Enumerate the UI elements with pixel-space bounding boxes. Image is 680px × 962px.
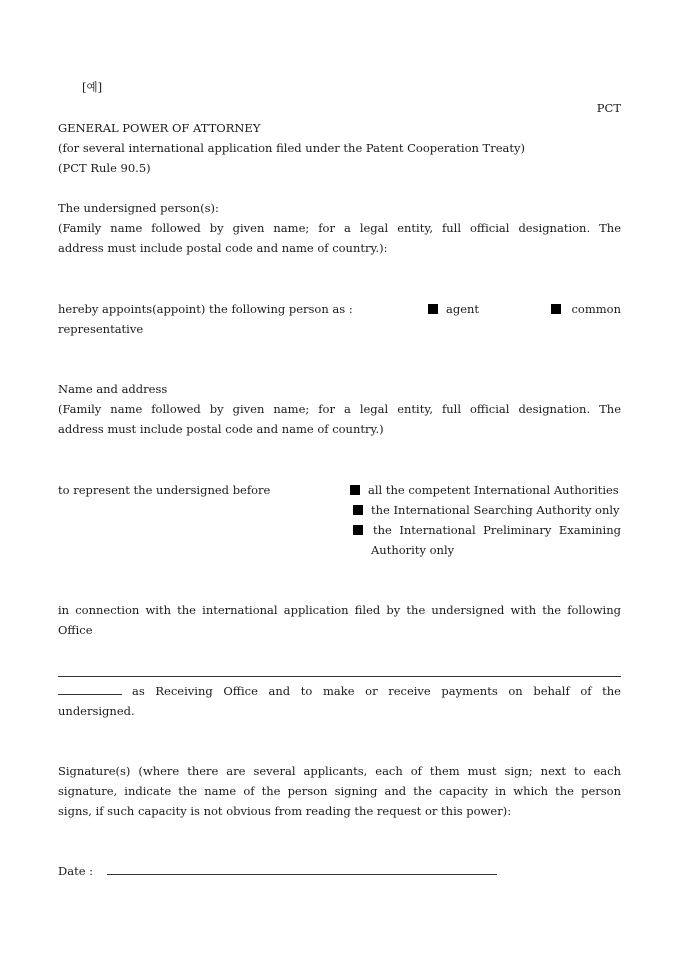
- connection-line: Office: [58, 623, 93, 637]
- receiving-text: as Receiving Office and to make or receive payments on behalf of the: [132, 684, 621, 698]
- checkbox-filled-icon: [353, 525, 363, 535]
- document-title-block: [58, 118, 621, 178]
- receiving-continuation: undersigned.: [58, 704, 135, 718]
- checkbox-filled-icon: [428, 304, 438, 314]
- option-label: all the competent International Authorities: [368, 483, 619, 497]
- agent-option[interactable]: [428, 299, 479, 319]
- name-address-section: [58, 379, 621, 439]
- authority-option-isa[interactable]: [350, 500, 621, 520]
- represent-text: to represent the undersigned before: [58, 483, 271, 497]
- document-title: GENERAL POWER OF ATTORNEY: [58, 121, 261, 135]
- office-blank-field[interactable]: [58, 681, 122, 695]
- option-continuation: Authority only: [371, 543, 455, 557]
- undersigned-section: [58, 198, 621, 258]
- common-representative-option[interactable]: [551, 299, 621, 319]
- option-label: the International Preliminary Examining: [373, 523, 621, 537]
- name-address-label: Name and address: [58, 382, 168, 396]
- undersigned-label: The undersigned person(s):: [58, 201, 219, 215]
- checkbox-filled-icon: [551, 304, 561, 314]
- date-label: Date :: [58, 864, 94, 878]
- undersigned-note-line: address must include postal code and name of country.):: [58, 241, 388, 255]
- receiving-section: [58, 681, 621, 721]
- connection-line: in connection with the international application filed by the undersigned with the following: [58, 603, 621, 617]
- rule-reference: (PCT Rule 90.5): [58, 161, 151, 175]
- authority-option-ipea[interactable]: [350, 520, 621, 540]
- checkbox-filled-icon: [350, 485, 360, 495]
- date-field[interactable]: [107, 861, 497, 875]
- signature-line: signs, if such capacity is not obvious from reading the request or this power):: [58, 804, 512, 818]
- example-tag: [예]: [82, 80, 103, 94]
- connection-section: [58, 600, 621, 640]
- date-row: [58, 861, 621, 881]
- office-blank-line[interactable]: [58, 676, 621, 677]
- option-label: the International Searching Authority only: [371, 503, 620, 517]
- undersigned-note-line: (Family name followed by given name; for a legal entity, full official designation. The: [58, 221, 621, 235]
- common-label: common: [571, 302, 621, 316]
- document-subtitle: (for several international application filed under the Patent Cooperation Treaty): [58, 141, 525, 155]
- represent-section: [58, 480, 621, 560]
- agent-label: agent: [446, 302, 480, 316]
- appoint-section: [58, 299, 621, 339]
- name-address-note-line: address must include postal code and name of country.): [58, 422, 384, 436]
- pct-label: PCT: [596, 101, 621, 115]
- signature-line: signature, indicate the name of the person signing and the capacity in which the person: [58, 784, 621, 798]
- checkbox-filled-icon: [353, 505, 363, 515]
- name-address-note-line: (Family name followed by given name; for a legal entity, full official designation. The: [58, 402, 621, 416]
- authority-option-all[interactable]: [350, 480, 621, 500]
- signature-line: Signature(s) (where there are several applicants, each of them must sign; next to each: [58, 764, 621, 778]
- appoint-text: hereby appoints(appoint) the following person as :: [58, 302, 353, 316]
- signature-section: [58, 761, 621, 821]
- appoint-continuation: representative: [58, 322, 144, 336]
